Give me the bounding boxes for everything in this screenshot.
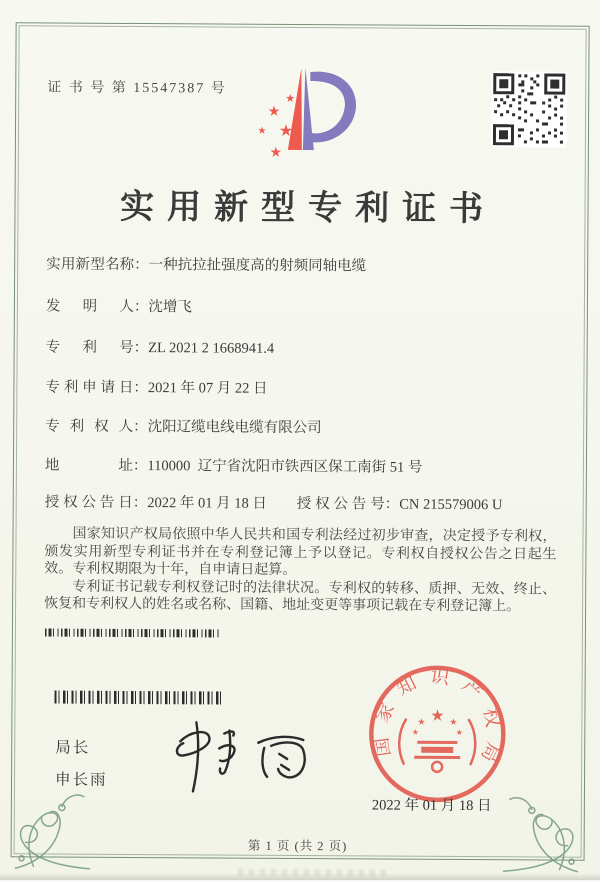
field-label: 授权公告日 xyxy=(44,494,133,511)
field-label: 发明人 xyxy=(45,298,134,315)
field-colon: ： xyxy=(384,496,400,513)
scan-edge-shadow xyxy=(0,873,600,880)
commissioner-title: 局长 xyxy=(55,739,91,757)
page-footer: 第 1 页 (共 2 页) xyxy=(247,838,348,854)
svg-text:★: ★ xyxy=(455,727,463,738)
svg-text:★: ★ xyxy=(269,144,283,161)
field-label: 专利申请日 xyxy=(45,379,134,396)
svg-text:★: ★ xyxy=(411,727,419,737)
field-row-grant xyxy=(45,490,567,514)
field-row-filing-date xyxy=(45,375,567,399)
field-colon: ： xyxy=(133,379,148,397)
field-label: 专利号 xyxy=(45,339,134,356)
field-value: 110000 辽宁省沈阳市铁西区保工南街 51 号 xyxy=(147,458,423,476)
field-colon: ： xyxy=(133,339,149,357)
field-colon: ： xyxy=(132,457,148,475)
svg-text:★: ★ xyxy=(430,705,445,725)
field-row-patent-no xyxy=(46,335,568,359)
svg-text:★: ★ xyxy=(417,717,426,728)
svg-text:★: ★ xyxy=(257,125,267,137)
field-colon: ： xyxy=(132,494,148,512)
field-colon: ： xyxy=(133,418,148,436)
official-seal xyxy=(364,660,511,807)
field-label: 地址 xyxy=(44,457,133,474)
field-label: 实用新型名称 xyxy=(46,256,135,273)
field-row-patentee xyxy=(45,414,567,438)
legal-paragraph-2: 专利证书记载专利权登记时的法律状况。专利权的转移、质押、无效、终止、恢复和专利权人的姓名或名称、国籍、地址变更等事项记载在专利登记簿上。 xyxy=(44,579,557,615)
field-value: 2022 年 01 月 18 日 xyxy=(147,495,267,512)
field-value: ZL 2021 2 1668941.4 xyxy=(148,340,275,357)
legal-text xyxy=(44,525,557,616)
qr-code xyxy=(491,71,567,147)
commissioner-signature xyxy=(166,711,342,807)
field-value: CN 215579006 U xyxy=(399,496,503,514)
corner-ornament-left xyxy=(3,780,94,873)
field-row-address xyxy=(45,453,567,477)
field-label: 授权公告号 xyxy=(296,495,385,513)
cnipa-logo-icon xyxy=(244,60,367,163)
legal-paragraph-1: 国家知识产权局依照中华人民共和国专利法经过初步审查，决定授予专利权，颁发实用新型专利证书并在专利登记簿上予以登记。专利权自授权公告之日起生效。专利权期限为十年，自申请日起算。 xyxy=(44,526,557,579)
field-value: 沈阳辽缆电线电缆有限公司 xyxy=(147,419,322,437)
field-value: 一种抗拉扯强度高的射频同轴电缆 xyxy=(148,257,367,275)
field-value: 沈增飞 xyxy=(148,299,192,316)
field-label: 专利权人 xyxy=(45,418,134,435)
field-row-inventor xyxy=(46,294,568,318)
certificate-title: 实用新型专利证书 xyxy=(119,188,497,229)
seal-date: 2022 年 01 月 18 日 xyxy=(371,797,492,815)
field-value: 2021 年 07 月 22 日 xyxy=(147,380,268,397)
field-colon: ： xyxy=(133,298,149,316)
svg-text:★: ★ xyxy=(267,103,281,120)
certificate-number: 证 书 号 第 15547387 号 xyxy=(47,80,227,97)
seal-text: 国家知识产权局 xyxy=(369,665,506,776)
barcode-upper xyxy=(45,628,221,637)
field-colon: ： xyxy=(134,256,149,274)
barcode-lower xyxy=(54,691,221,705)
field-row-name xyxy=(46,252,568,276)
svg-text:★: ★ xyxy=(449,717,458,728)
corner-ornament-right xyxy=(499,783,590,876)
svg-text:★: ★ xyxy=(285,91,296,105)
commissioner-name: 申长雨 xyxy=(54,771,108,789)
svg-text:★: ★ xyxy=(278,120,294,140)
field-group-grant-no xyxy=(297,492,503,514)
